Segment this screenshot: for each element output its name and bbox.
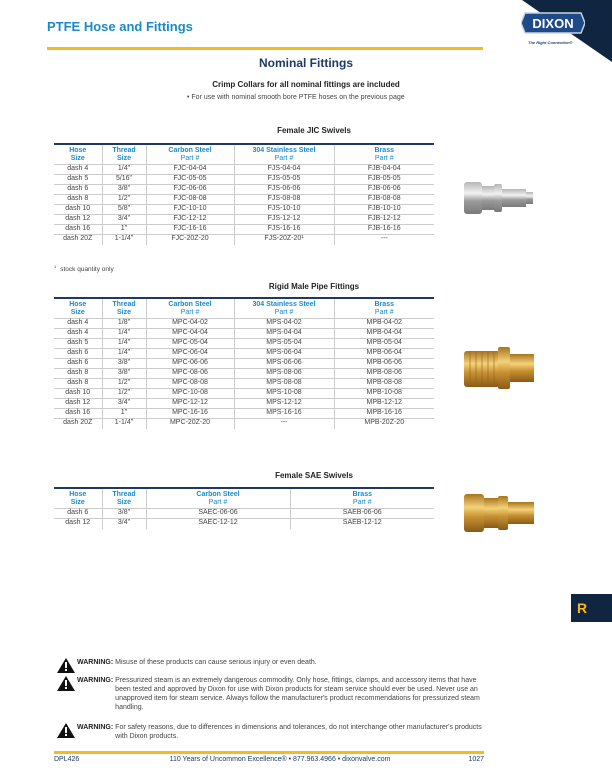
footer-tagline: 110 Years of Uncommon Excellence® • 877.963.4966 • dixonvalve.com (169, 756, 391, 763)
dixon-logo (521, 9, 585, 37)
table-cell: dash 12 (54, 399, 102, 409)
table-cell: FJS-20Z-20¹ (234, 235, 334, 245)
header-line-2: Part # (208, 499, 228, 506)
header-line-2: Part # (374, 155, 394, 162)
column-header (102, 488, 146, 509)
table-cell: MPB-12-12 (334, 399, 434, 409)
table-row (54, 175, 434, 185)
table-row (54, 235, 434, 245)
table-cell: dash 8 (54, 369, 102, 379)
svg-text:DIXON: DIXON (532, 16, 574, 31)
header-line-2: Part # (374, 309, 394, 316)
table-cell: MPB-04-04 (334, 329, 434, 339)
table-row (54, 379, 434, 389)
table-row (54, 205, 434, 215)
table-cell: FJB-08-08 (334, 195, 434, 205)
table-cell: 3/8" (102, 369, 146, 379)
header-line-1: Carbon Steel (168, 147, 212, 154)
column-header (146, 488, 290, 509)
header-line-1: Thread (112, 301, 136, 308)
table-cell: FJB-05-05 (334, 175, 434, 185)
table-cell: FJS-06-06 (234, 185, 334, 195)
table-row (54, 409, 434, 419)
table-row (54, 185, 434, 195)
table-row (54, 225, 434, 235)
table-cell: FJS-05-05 (234, 175, 334, 185)
male-pipe-fitting-image (462, 345, 534, 391)
header-line-2: Size (116, 309, 131, 316)
table-cell: 3/4" (102, 519, 146, 529)
page-subtitle: Crimp Collars for all nominal fittings are included (212, 80, 400, 89)
table-cell: dash 10 (54, 205, 102, 215)
table-cell: MPB-08-06 (334, 369, 434, 379)
table-cell: dash 6 (54, 185, 102, 195)
table-cell: dash 8 (54, 379, 102, 389)
table-cell: --- (334, 235, 434, 245)
table-row (54, 369, 434, 379)
table-row (54, 399, 434, 409)
table-cell: FJC-04-04 (146, 165, 234, 175)
table-cell: --- (234, 419, 334, 429)
table-cell: MPS-06-06 (234, 359, 334, 369)
footer-code: DPL426 (54, 756, 80, 763)
table-cell: FJB-12-12 (334, 215, 434, 225)
header-line-2: Part # (352, 499, 372, 506)
warning-triangle-icon (55, 723, 77, 738)
table-cell: MPC-04-02 (146, 319, 234, 329)
table-cell: FJS-10-10 (234, 205, 334, 215)
table-row (54, 339, 434, 349)
table-row (54, 195, 434, 205)
table-cell: FJC-20Z-20 (146, 235, 234, 245)
header-line-1: 304 Stainless Steel (252, 301, 316, 308)
table-row (54, 329, 434, 339)
table-cell: dash 12 (54, 519, 102, 529)
header-line-2: Size (70, 155, 85, 162)
table-cell: 3/8" (102, 509, 146, 519)
table-cell: FJC-05-05 (146, 175, 234, 185)
table-cell: dash 4 (54, 165, 102, 175)
page-title: Nominal Fittings (259, 56, 353, 70)
table-cell: FJB-06-06 (334, 185, 434, 195)
column-header (102, 144, 146, 165)
header-line-2: Part # (274, 309, 294, 316)
table-cell: MPB-06-04 (334, 349, 434, 359)
header-line-1: Hose (69, 147, 87, 154)
footnote: $^1$ stock quantity only (54, 264, 114, 273)
table-cell: MPS-08-06 (234, 369, 334, 379)
table-cell: 3/4" (102, 399, 146, 409)
table-cell: dash 6 (54, 349, 102, 359)
table-cell: SAEB-12-12 (290, 519, 434, 529)
table-row (54, 319, 434, 329)
table-cell: FJS-12-12 (234, 215, 334, 225)
mpf-table-title: Rigid Male Pipe Fittings (268, 282, 360, 291)
column-header (102, 298, 146, 319)
header-line-1: Thread (112, 491, 136, 498)
warning-2: WARNING: Pressurized steam is an extremely dangerous commodity. Only hose, fittings, clamps, and accessory items that have been tested and approved by Dixon for use with Dixon products for steam service should ever be used. Never use an unapproved item for steam service. Always follow the manufacturer's product recommendations for pressurized steam handling. (55, 676, 485, 712)
table-cell: MPC-16-16 (146, 409, 234, 419)
table-cell: FJB-04-04 (334, 165, 434, 175)
jic-table-title: Female JIC Swivels (277, 126, 351, 135)
table-row (54, 419, 434, 429)
column-header (146, 298, 234, 319)
column-header (54, 298, 102, 319)
header-line-1: Hose (69, 491, 87, 498)
table-cell: 1-1/4" (102, 235, 146, 245)
table-cell: dash 8 (54, 195, 102, 205)
table-row (54, 165, 434, 175)
jic-swivel-image (462, 176, 534, 220)
table-cell: 5/8" (102, 205, 146, 215)
column-header (234, 144, 334, 165)
table-cell: 1/2" (102, 195, 146, 205)
table-cell: FJS-08-08 (234, 195, 334, 205)
table-cell: FJB-16-16 (334, 225, 434, 235)
header-line-1: Carbon Steel (168, 301, 212, 308)
warning-triangle-icon (55, 676, 77, 691)
table-cell: 5/16" (102, 175, 146, 185)
table-cell: MPS-04-04 (234, 329, 334, 339)
table-cell: MPB-20Z-20 (334, 419, 434, 429)
column-header (334, 298, 434, 319)
warning-1: WARNING: Misuse of these products can cause serious injury or even death. (55, 658, 485, 673)
table-cell: MPC-20Z-20 (146, 419, 234, 429)
table-cell: 3/8" (102, 185, 146, 195)
column-header (54, 144, 102, 165)
table-cell: dash 6 (54, 509, 102, 519)
header-line-1: Brass (374, 301, 394, 308)
header-line-1: Carbon Steel (196, 491, 240, 498)
column-header (290, 488, 434, 509)
table-cell: MPS-10-08 (234, 389, 334, 399)
table-cell: 1" (102, 409, 146, 419)
table-cell: MPC-12-12 (146, 399, 234, 409)
bullet-note: • For use with nominal smooth bore PTFE hoses on the previous page (187, 94, 405, 101)
header-line-2: Part # (180, 155, 200, 162)
table-cell: SAEC-06-06 (146, 509, 290, 519)
table-cell: dash 10 (54, 389, 102, 399)
table-cell: MPS-05-04 (234, 339, 334, 349)
table-cell: MPC-06-04 (146, 349, 234, 359)
footer-divider (54, 751, 484, 754)
table-cell: 3/4" (102, 215, 146, 225)
table-cell: 1" (102, 225, 146, 235)
table-cell: MPB-16-16 (334, 409, 434, 419)
table-cell: MPS-12-12 (234, 399, 334, 409)
table-cell: MPS-16-16 (234, 409, 334, 419)
table-cell: MPB-04-02 (334, 319, 434, 329)
table-cell: MPB-08-08 (334, 379, 434, 389)
table-row (54, 509, 434, 519)
table-cell: MPC-08-06 (146, 369, 234, 379)
table-cell: FJC-10-10 (146, 205, 234, 215)
table-cell: 1/4" (102, 165, 146, 175)
column-header (54, 488, 102, 509)
header-line-2: Size (116, 499, 131, 506)
header-line-2: Part # (274, 155, 294, 162)
header-line-2: Size (116, 155, 131, 162)
table-cell: dash 16 (54, 409, 102, 419)
table-cell: MPB-06-06 (334, 359, 434, 369)
table-cell: FJC-16-16 (146, 225, 234, 235)
table-row (54, 349, 434, 359)
header-line-1: Hose (69, 301, 87, 308)
table-cell: 1/4" (102, 329, 146, 339)
table-row (54, 359, 434, 369)
table-cell: dash 12 (54, 215, 102, 225)
sae-table-title: Female SAE Swivels (275, 471, 353, 480)
warning-triangle-icon (55, 658, 77, 673)
table-cell: MPS-06-04 (234, 349, 334, 359)
table-cell: MPS-08-08 (234, 379, 334, 389)
header-divider (47, 47, 483, 50)
table-cell: dash 4 (54, 329, 102, 339)
table-cell: FJS-04-04 (234, 165, 334, 175)
header-line-1: Brass (374, 147, 394, 154)
page-number: 1027 (468, 756, 484, 763)
section-title: PTFE Hose and Fittings (47, 19, 193, 34)
jic-swivels-table (54, 143, 434, 245)
header-line-1: Thread (112, 147, 136, 154)
table-cell: FJC-08-08 (146, 195, 234, 205)
sae-swivels-table (54, 487, 434, 529)
column-header (146, 144, 234, 165)
table-cell: MPC-05-04 (146, 339, 234, 349)
table-cell: 1/4" (102, 339, 146, 349)
brand-tagline: The Right Connection® (528, 40, 573, 45)
sae-swivel-image (462, 490, 534, 536)
table-cell: FJC-12-12 (146, 215, 234, 225)
table-cell: dash 20Z (54, 235, 102, 245)
male-pipe-fittings-table (54, 297, 434, 429)
header-line-1: 304 Stainless Steel (252, 147, 316, 154)
table-row (54, 215, 434, 225)
table-cell: dash 5 (54, 175, 102, 185)
table-cell: SAEB-06-06 (290, 509, 434, 519)
table-cell: 1-1/4" (102, 419, 146, 429)
table-cell: 1/8" (102, 319, 146, 329)
table-cell: FJB-10-10 (334, 205, 434, 215)
table-cell: FJC-06-06 (146, 185, 234, 195)
table-cell: 3/8" (102, 359, 146, 369)
table-cell: dash 16 (54, 225, 102, 235)
table-cell: MPS-04-02 (234, 319, 334, 329)
table-cell: dash 5 (54, 339, 102, 349)
table-row (54, 389, 434, 399)
table-cell: MPC-04-04 (146, 329, 234, 339)
section-tab-r[interactable]: R (571, 594, 612, 622)
table-row (54, 519, 434, 529)
header-line-1: Brass (352, 491, 372, 498)
table-cell: FJS-16-16 (234, 225, 334, 235)
header-line-2: Size (70, 309, 85, 316)
table-cell: MPC-06-06 (146, 359, 234, 369)
warning-3: WARNING: For safety reasons, due to differences in dimensions and tolerances, do not interchange other manufacturer's products with Dixon products. (55, 723, 485, 741)
table-cell: SAEC-12-12 (146, 519, 290, 529)
table-cell: 1/4" (102, 349, 146, 359)
table-cell: MPC-08-08 (146, 379, 234, 389)
table-cell: 1/2" (102, 379, 146, 389)
table-cell: MPB-10-08 (334, 389, 434, 399)
table-cell: dash 20Z (54, 419, 102, 429)
column-header (334, 144, 434, 165)
header-line-2: Size (70, 499, 85, 506)
table-cell: 1/2" (102, 389, 146, 399)
table-cell: dash 4 (54, 319, 102, 329)
table-cell: MPC-10-08 (146, 389, 234, 399)
table-cell: dash 6 (54, 359, 102, 369)
column-header (234, 298, 334, 319)
header-line-2: Part # (180, 309, 200, 316)
table-cell: MPB-05-04 (334, 339, 434, 349)
